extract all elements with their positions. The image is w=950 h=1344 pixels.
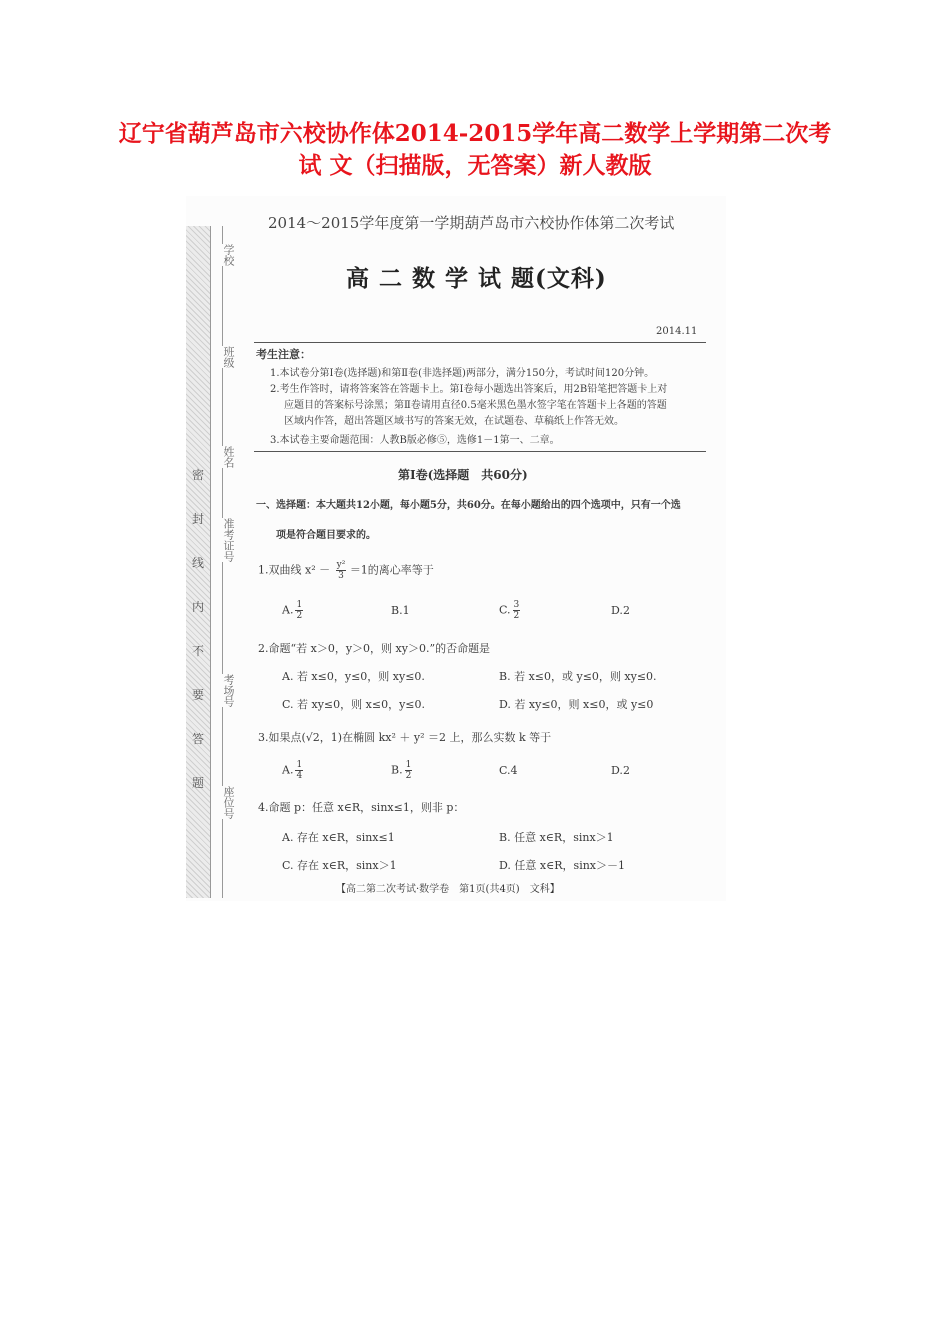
question-3-stem: 3.如果点(√2，1)在椭圆 kx² ＋ y² ＝2 上，那么实数 k 等于: [258, 731, 552, 744]
question-3-option-c: [499, 764, 518, 777]
notice-title: 考生注意：: [256, 348, 311, 361]
question-1-stem: [258, 560, 434, 581]
fraction-numerator: 1: [405, 760, 412, 770]
question-3-option-b: [391, 760, 412, 781]
question-1-fraction: [336, 560, 347, 581]
question-1-stem-post: ＝1的离心率等于: [349, 563, 434, 577]
question-1-option-a: [282, 600, 303, 621]
question-4-option-c: C. 存在 x∈R，sinx＞1: [282, 859, 397, 872]
option-label: B.: [391, 604, 403, 617]
seal-char: 不: [191, 644, 204, 658]
fraction-denominator: 2: [513, 611, 520, 621]
fraction-numerator: y²: [336, 560, 346, 570]
fraction-numerator: 1: [296, 600, 303, 610]
notice-line: 区域内作答，超出答题区域书写的答案无效，在试题卷、草稿纸上作答无效。: [284, 416, 624, 427]
option-fraction: [513, 600, 521, 621]
exam-date: 2014.11: [656, 326, 698, 337]
field-seat: 座位号: [216, 786, 234, 819]
option-label: C.: [499, 603, 511, 617]
option-label: A.: [282, 763, 294, 777]
question-2-option-b: B. 若 x≤0，或 y≤0，则 xy≤0.: [499, 670, 657, 683]
fraction-denominator: 4: [296, 771, 303, 781]
binding-strip: [186, 226, 211, 898]
section-title: 第Ⅰ卷(选择题 共60分): [398, 468, 528, 482]
question-2-option-c: C. 若 xy≤0，则 x≤0，y≤0.: [282, 698, 425, 711]
option-fraction: [295, 760, 303, 781]
seal-char: 内: [191, 600, 204, 614]
option-label: B.: [391, 763, 403, 777]
fraction-denominator: 2: [296, 611, 303, 621]
question-3-option-d: [611, 764, 630, 777]
field-name: 姓名: [216, 446, 234, 468]
seal-char: 封: [191, 512, 204, 526]
document-title-line-1: 辽宁省葫芦岛市六校协作体2014-2015学年高二数学上学期第二次考: [118, 120, 832, 147]
question-1-option-b: [391, 604, 410, 617]
fraction-numerator: 3: [513, 600, 520, 610]
seal-char: 线: [191, 556, 204, 570]
question-2-option-d: D. 若 xy≤0，则 x≤0，或 y≤0: [499, 698, 654, 711]
instructions-line: 项是符合题目要求的。: [276, 530, 376, 541]
notice-line: 应题目的答案标号涂黑；第Ⅱ卷请用直径0.5毫米黑色墨水签字笔在答题卡上各题的答题: [284, 400, 667, 411]
field-school: 学校: [216, 244, 234, 266]
document-title: [0, 118, 950, 182]
exam-header: 2014～2015学年度第一学期葫芦岛市六校协作体第二次考试: [268, 214, 675, 232]
notice-line: 2.考生作答时，请将答案答在答题卡上。第Ⅰ卷每小题选出答案后，用2B铅笔把答题卡上对: [270, 384, 668, 395]
field-room: 考场号: [216, 674, 234, 707]
option-label: D.: [611, 604, 623, 617]
document-title-line-2: 试 文（扫描版，无答案）新人教版: [298, 152, 652, 179]
option-label: A.: [282, 603, 294, 617]
question-1-option-c: [499, 600, 520, 621]
header-rule: [254, 342, 706, 343]
notice-rule: [254, 451, 706, 452]
option-text: 2: [622, 764, 630, 777]
option-fraction: [405, 760, 413, 781]
question-1-stem-pre: 1.双曲线 x² －: [258, 563, 331, 577]
notice-line: 1.本试卷分第Ⅰ卷(选择题)和第Ⅱ卷(非选择题)两部分，满分150分，考试时间120分钟。: [270, 368, 655, 379]
exam-title: 高 二 数 学 试 题(文科): [346, 265, 607, 292]
question-4-stem: 4.命题 p：任意 x∈R，sinx≤1，则非 p：: [258, 801, 465, 814]
instructions-line: 一、选择题：本大题共12小题，每小题5分，共60分。在每小题给出的四个选项中，只有一个选: [256, 500, 681, 511]
seal-char: 密: [191, 468, 204, 482]
fraction-denominator: 3: [338, 571, 344, 581]
notice-line: 3.本试卷主要命题范围：人教B版必修⑤，选修1－1第一、二章。: [270, 435, 560, 446]
question-3-option-a: [282, 760, 303, 781]
option-label: C.: [499, 764, 511, 777]
field-class: 班级: [216, 346, 234, 368]
question-4-option-a: A. 存在 x∈R，sinx≤1: [282, 831, 395, 844]
seal-char: 要: [191, 688, 204, 702]
scanned-exam-page: [186, 196, 726, 901]
option-text: 1: [402, 604, 410, 617]
option-text: 2: [622, 604, 630, 617]
question-1-option-d: [611, 604, 630, 617]
option-text: 4: [510, 764, 518, 777]
fraction-numerator: 1: [296, 760, 303, 770]
option-label: D.: [611, 764, 623, 777]
field-exam-id: 准考证号: [216, 518, 234, 562]
seal-char: 题: [191, 776, 204, 790]
seal-char: 答: [191, 732, 204, 746]
question-4-option-d: D. 任意 x∈R，sinx＞－1: [499, 859, 625, 872]
question-2-option-a: A. 若 x≤0，y≤0，则 xy≤0.: [282, 670, 425, 683]
option-fraction: [295, 600, 303, 621]
page-footer: 【高二第二次考试·数学卷 第1页(共4页) 文科】: [336, 884, 560, 895]
question-4-option-b: B. 任意 x∈R，sinx＞1: [499, 831, 614, 844]
question-2-stem: 2.命题“若 x＞0，y＞0，则 xy＞0.”的否命题是: [258, 642, 491, 655]
fraction-denominator: 2: [405, 771, 412, 781]
